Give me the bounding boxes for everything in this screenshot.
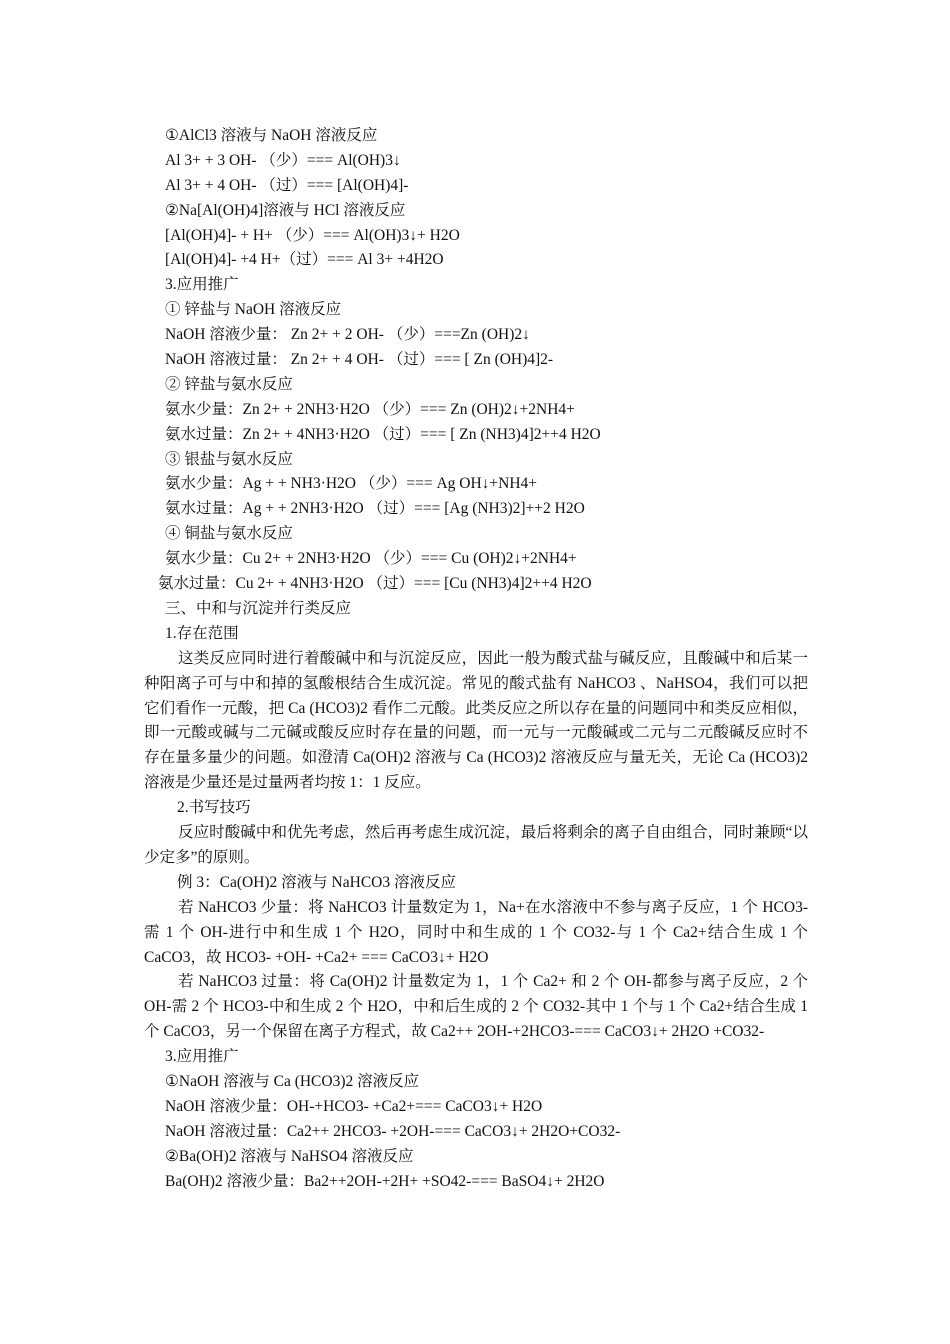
document-body xyxy=(144,124,808,1195)
text-line: 氨水过量：Zn 2+ + 4NH3·H2O （过）=== [ Zn (NH3)4]2++4 H2O xyxy=(165,425,601,443)
example-heading: 例 3：Ca(OH)2 溶液与 NaHCO3 溶液反应 xyxy=(177,873,456,891)
text-line: NaOH 溶液少量：OH-+HCO3- +Ca2+=== CaCO3↓+ H2O xyxy=(165,1097,543,1115)
text-line: ② 锌盐与氨水反应 xyxy=(165,375,293,393)
text-line: ①AlCl3 溶液与 NaOH 溶液反应 xyxy=(165,127,378,144)
paragraph: 这类反应同时进行着酸碱中和与沉淀反应，因此一般为酸式盐与碱反应，且酸碱中和后某一种阳离子可与中和掉的氢酸根结合生成沉淀。常见的酸式盐有 NaHCO3 、NaHSO4，我们可以把它们看作一元酸，把 Ca (HCO3)2 看作二元酸。此类反应之所以存在量的问题同中和类反应相似，即一元酸或碱与二元碱或酸反应时存在量的问题，而一元与一元酸碱或二元与二元酸碱反应时不存在量多量少的问题。如澄清 Ca(OH)2 溶液与 Ca (HCO3)2 溶液反应与量无关，无论 Ca (HCO3)2 溶液是少量还是过量两者均按 1：1 反应。 xyxy=(144,649,808,792)
text-line: ① 锌盐与 NaOH 溶液反应 xyxy=(165,301,342,319)
text-line: Ba(OH)2 溶液少量：Ba2++2OH-+2H+ +SO42-=== BaSO4↓+ 2H2O xyxy=(165,1172,605,1190)
section-heading: 三、中和与沉淀并行类反应 xyxy=(165,599,352,617)
text-line: Al 3+ + 4 OH- （过）=== [Al(OH)4]- xyxy=(165,176,409,194)
paragraph: 若 NaHCO3 过量：将 Ca(OH)2 计量数定为 1，1 个 Ca2+ 和 2 个 OH-都参与离子反应，2 个 OH-需 2 个 HCO3-中和生成 2 个 H2O，中和后生成的 2 个 CO32-其中 1 个与 1 个 Ca2+结合生成 1 个 CaCO3，另一个保留在离子方程式，故 Ca2++ 2OH-+2HCO3-=== CaCO3↓+ 2H2O +CO32- xyxy=(144,973,808,1041)
text-line: NaOH 溶液过量： Zn 2+ + 4 OH- （过）=== [ Zn (OH)4]2- xyxy=(165,351,554,369)
text-line: 氨水过量：Ag + + 2NH3·H2O （过）=== [Ag (NH3)2]++2 H2O xyxy=(165,500,585,518)
subsection-heading: 2.书写技巧 xyxy=(177,799,251,817)
text-line: ②Ba(OH)2 溶液与 NaHSO4 溶液反应 xyxy=(165,1147,414,1165)
text-line: [Al(OH)4]- + H+ （少）=== Al(OH)3↓+ H2O xyxy=(165,226,460,244)
text-line: [Al(OH)4]- +4 H+（过）=== Al 3+ +4H2O xyxy=(165,251,444,269)
text-line: NaOH 溶液过量：Ca2++ 2HCO3- +2OH-=== CaCO3↓+ 2H2O+CO32- xyxy=(165,1122,621,1140)
subsection-heading: 3.应用推广 xyxy=(165,1048,239,1066)
paragraph: 若 NaHCO3 少量：将 NaHCO3 计量数定为 1，Na+在水溶液中不参与离子反应，1 个 HCO3-需 1 个 OH-进行中和生成 1 个 H2O，同时中和生成的 1 个 CO32-与 1 个 Ca2+结合生成 1 个 CaCO3，故 HCO3- +OH- +Ca2+ === CaCO3↓+ H2O xyxy=(144,898,808,966)
text-line: ②Na[Al(OH)4]溶液与 HCl 溶液反应 xyxy=(165,201,406,219)
text-line: 氨水少量：Ag + + NH3·H2O （少）=== Ag OH↓+NH4+ xyxy=(165,475,538,493)
text-line: ④ 铜盐与氨水反应 xyxy=(165,525,293,543)
text-line: 氨水少量：Zn 2+ + 2NH3·H2O （少）=== Zn (OH)2↓+2NH4+ xyxy=(165,400,575,418)
subsection-heading: 1.存在范围 xyxy=(165,624,239,642)
paragraph: 反应时酸碱中和优先考虑，然后再考虑生成沉淀，最后将剩余的离子自由组合，同时兼顾“以少定多”的原则。 xyxy=(144,824,808,866)
text-line: ③ 银盐与氨水反应 xyxy=(165,450,293,468)
text-line: NaOH 溶液少量： Zn 2+ + 2 OH- （少）===Zn (OH)2↓ xyxy=(165,326,530,344)
text-line: 氨水少量：Cu 2+ + 2NH3·H2O （少）=== Cu (OH)2↓+2NH4+ xyxy=(165,550,577,568)
text-line: 3.应用推广 xyxy=(165,276,239,294)
text-line: ①NaOH 溶液与 Ca (HCO3)2 溶液反应 xyxy=(165,1073,420,1091)
text-line: 氨水过量：Cu 2+ + 4NH3·H2O （过）=== [Cu (NH3)4]2++4 H2O xyxy=(158,575,592,593)
text-line: Al 3+ + 3 OH- （少）=== Al(OH)3↓ xyxy=(165,151,401,169)
